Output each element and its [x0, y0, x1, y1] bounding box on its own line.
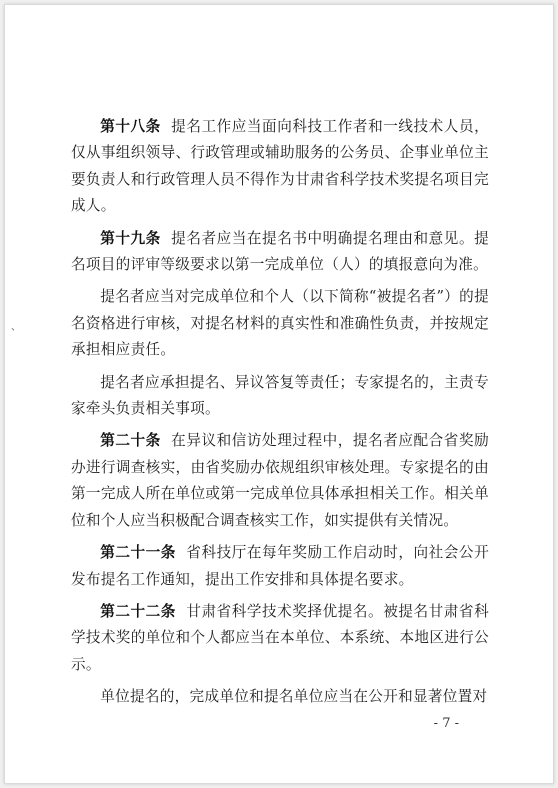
paragraph-text: 单位提名的，完成单位和提名单位应当在公开和显著位置对 [100, 688, 488, 706]
paragraph-text: 省科技厅在每年奖励工作启动时，向社会公开发布提名工作通知，提出工作安排和具体提名要求。 [71, 544, 489, 588]
article-number: 第十九条 [100, 229, 161, 247]
article-number: 第二十条 [100, 432, 161, 450]
stray-mark: 、 [11, 322, 21, 333]
article-number: 第十八条 [100, 118, 161, 135]
paragraph-article-20 [71, 428, 489, 534]
paragraph [71, 284, 489, 363]
paragraph-article-19 [71, 226, 489, 279]
paragraph-text: 甘肃省科学技术奖择优提名。被提名甘肃省科学技术奖的单位和个人都应当在本单位、本系统、本地区进行公示。 [71, 602, 489, 673]
paragraph-article-22 [71, 599, 489, 678]
paragraph-text: 提名者应承担提名、异议答复等责任；专家提名的，主责专家牵头负责相关事项。 [71, 373, 489, 418]
document-page [4, 4, 554, 784]
article-number: 第二十二条 [100, 602, 176, 620]
paragraph-text: 提名者应当在提名书中明确提名理由和意见。提名项目的评审等级要求以第一完成单位（人）的填报意向为准。 [71, 229, 489, 274]
paragraph-text: 提名工作应当面向科技工作者和一线技术人员，仅从事组织领导、行政管理或辅助服务的公务员、企事业单位主要负责人和行政管理人员不得作为甘肃省科学技术奖提名项目完成人。 [71, 118, 489, 215]
page-number: - 7 - [433, 716, 459, 731]
paragraph [71, 684, 489, 710]
paragraph [71, 370, 489, 423]
article-number: 第二十一条 [100, 544, 176, 562]
paragraph-text: 在异议和信访处理过程中，提名者应配合省奖励办进行调查核实，由省奖励办依规组织审核处理。专家提名的由第一完成人所在单位或第一完成单位具体承担相关工作。相关单位和个人应当积极配合调查核实工作，如实提供有关情况。 [71, 432, 489, 529]
paragraph-article-18 [71, 114, 489, 220]
paragraph-article-21 [71, 540, 489, 593]
document-body [71, 114, 489, 717]
paragraph-text: 提名者应当对完成单位和个人（以下简称“被提名者”）的提名资格进行审核，对提名材料的真实性和准确性负责，并按规定承担相应责任。 [71, 288, 489, 359]
